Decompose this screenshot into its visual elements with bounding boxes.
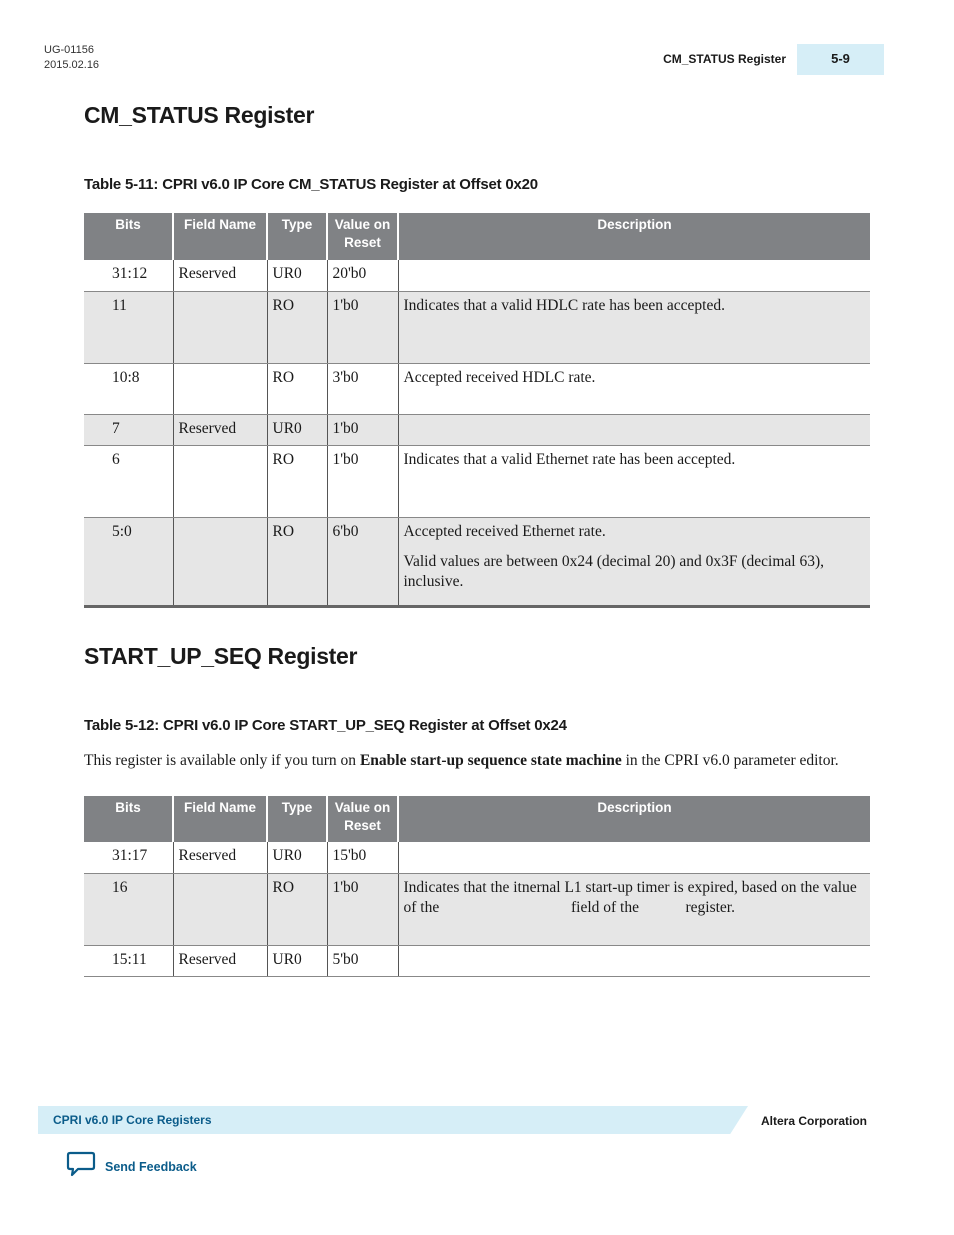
cell-type: UR0 bbox=[267, 260, 327, 291]
table-header-row bbox=[84, 213, 870, 260]
cell-reset: 20'b0 bbox=[327, 260, 398, 291]
cell-reset: 5'b0 bbox=[327, 945, 398, 976]
cell-bits: 5:0 bbox=[84, 517, 173, 606]
cell-type: RO bbox=[267, 363, 327, 414]
col-header-type: Type bbox=[267, 213, 327, 260]
cell-reset: 3'b0 bbox=[327, 363, 398, 414]
col-header-bits: Bits bbox=[84, 213, 173, 260]
cell-type: UR0 bbox=[267, 414, 327, 445]
table-header-row bbox=[84, 796, 870, 842]
start-up-seq-table bbox=[84, 796, 870, 977]
doc-id-block bbox=[44, 43, 99, 73]
cell-description: Accepted received HDLC rate. bbox=[398, 363, 870, 414]
table-row bbox=[84, 945, 870, 976]
cell-description: Indicates that a valid Ethernet rate has been accepted. bbox=[398, 445, 870, 517]
cell-description: Indicates that a valid HDLC rate has been accepted. bbox=[398, 291, 870, 363]
table-row bbox=[84, 414, 870, 445]
page-number-tab bbox=[797, 44, 884, 75]
cell-type: RO bbox=[267, 445, 327, 517]
col-header-value-on-reset: Value on Reset bbox=[327, 213, 398, 260]
cell-description bbox=[398, 260, 870, 291]
cell-description bbox=[398, 517, 870, 606]
section-heading-start-up-seq: START_UP_SEQ Register bbox=[84, 643, 358, 669]
cell-type: RO bbox=[267, 517, 327, 606]
cell-field: Reserved bbox=[173, 260, 267, 291]
cell-bits: 31:12 bbox=[84, 260, 173, 291]
cell-bits: 7 bbox=[84, 414, 173, 445]
cell-bits: 31:17 bbox=[84, 842, 173, 873]
intro-paragraph bbox=[84, 751, 870, 771]
table-row bbox=[84, 517, 870, 606]
cell-bits: 6 bbox=[84, 445, 173, 517]
intro-text-after: in the CPRI v6.0 parameter editor. bbox=[621, 752, 839, 769]
table-row bbox=[84, 291, 870, 363]
cell-description bbox=[398, 945, 870, 976]
doc-id: UG-01156 bbox=[44, 44, 94, 56]
cell-bits: 15:11 bbox=[84, 945, 173, 976]
cell-field bbox=[173, 517, 267, 606]
col-header-value-on-reset: Value on Reset bbox=[327, 796, 398, 842]
send-feedback-link[interactable] bbox=[66, 1150, 197, 1183]
col-header-type: Type bbox=[267, 796, 327, 842]
table-row bbox=[84, 260, 870, 291]
doc-date: 2015.02.16 bbox=[44, 59, 100, 71]
cell-reset: 1'b0 bbox=[327, 445, 398, 517]
cell-bits: 10:8 bbox=[84, 363, 173, 414]
cell-bits: 16 bbox=[84, 873, 173, 945]
table-row bbox=[84, 363, 870, 414]
footer-company: Altera Corporation bbox=[761, 1114, 868, 1128]
section-heading-cm-status: CM_STATUS Register bbox=[84, 102, 315, 128]
cell-bits: 11 bbox=[84, 291, 173, 363]
send-feedback-label[interactable]: Send Feedback bbox=[105, 1159, 197, 1174]
intro-text-bold: Enable start-up sequence state machine bbox=[359, 752, 622, 769]
cell-reset: 1'b0 bbox=[327, 414, 398, 445]
cm-status-table bbox=[84, 213, 870, 608]
col-header-description: Description bbox=[398, 213, 870, 260]
table-row bbox=[84, 842, 870, 873]
cell-type: RO bbox=[267, 873, 327, 945]
table-row bbox=[84, 873, 870, 945]
cell-type: RO bbox=[267, 291, 327, 363]
feedback-bubble-icon bbox=[66, 1150, 96, 1183]
col-header-bits: Bits bbox=[84, 796, 173, 842]
cell-reset: 15'b0 bbox=[327, 842, 398, 873]
cell-reset: 6'b0 bbox=[327, 517, 398, 606]
cell-description bbox=[398, 414, 870, 445]
description-paragraph: Valid values are between 0x24 (decimal 20) and 0x3F (decimal 63), inclusive. bbox=[403, 552, 825, 590]
cell-field bbox=[173, 291, 267, 363]
footer-chapter-link[interactable]: CPRI v6.0 IP Core Registers bbox=[53, 1113, 212, 1127]
col-header-field-name: Field Name bbox=[173, 213, 267, 260]
table-caption-5-11: Table 5-11: CPRI v6.0 IP Core CM_STATUS Register at Offset 0x20 bbox=[84, 176, 538, 193]
cell-reset: 1'b0 bbox=[327, 873, 398, 945]
col-header-description: Description bbox=[398, 796, 870, 842]
cell-type: UR0 bbox=[267, 945, 327, 976]
cell-field: Reserved bbox=[173, 414, 267, 445]
cell-field: Reserved bbox=[173, 842, 267, 873]
table-row bbox=[84, 445, 870, 517]
col-header-field-name: Field Name bbox=[173, 796, 267, 842]
table-caption-5-12: Table 5-12: CPRI v6.0 IP Core START_UP_SEQ Register at Offset 0x24 bbox=[84, 717, 567, 734]
cell-description bbox=[398, 842, 870, 873]
header-section-title: CM_STATUS Register bbox=[663, 52, 786, 66]
cell-field bbox=[173, 873, 267, 945]
cell-type: UR0 bbox=[267, 842, 327, 873]
cell-description: Indicates that the itnernal L1 start-up timer is expired, based on the value of the field of the register. bbox=[398, 873, 870, 945]
cell-reset: 1'b0 bbox=[327, 291, 398, 363]
intro-text-before: This register is available only if you turn on bbox=[84, 752, 360, 769]
cell-field: Reserved bbox=[173, 945, 267, 976]
page-number: 5-9 bbox=[831, 51, 850, 66]
cell-field bbox=[173, 445, 267, 517]
cell-field bbox=[173, 363, 267, 414]
description-paragraph: Accepted received Ethernet rate. bbox=[403, 522, 606, 540]
